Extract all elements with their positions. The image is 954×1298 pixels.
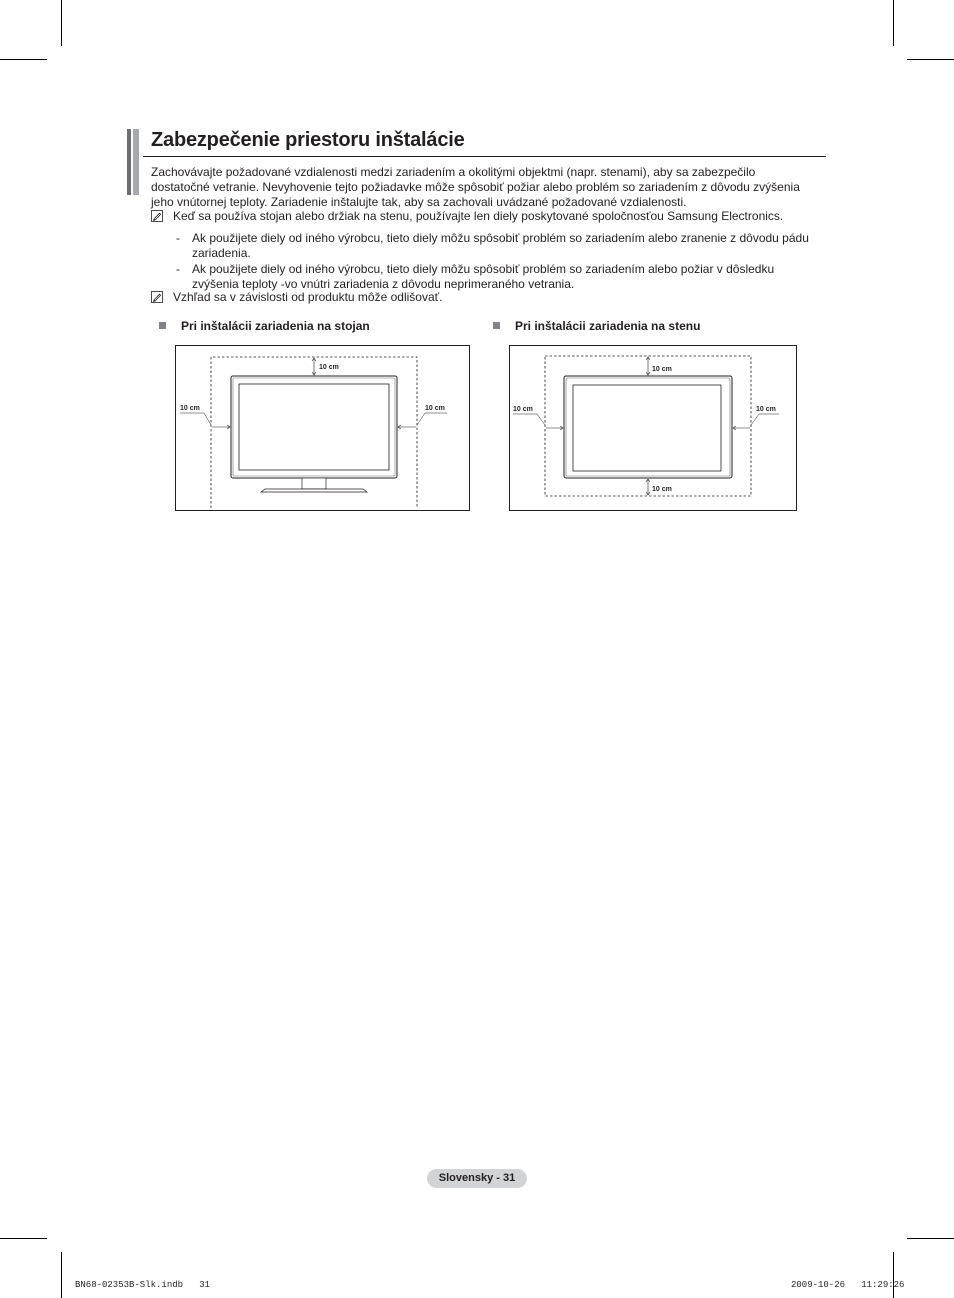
- top-clearance-label: 10 cm: [652, 366, 672, 373]
- dash-text: Ak použijete diely od iného výrobcu, tieto diely môžu spôsobiť problém so zariadením alebo požiar v dôsledku zvýšenia teploty -vo vnútri zariadenia z dôvodu neprimeraného vetrania.: [192, 262, 775, 291]
- dash-text: Ak použijete diely od iného výrobcu, tieto diely môžu spôsobiť problém so zariadením alebo zranenie z dôvodu pádu zariadenia.: [192, 231, 809, 260]
- crop-mark: [893, 0, 894, 46]
- page-number-badge: Slovensky - 31: [427, 1169, 527, 1188]
- dash-marker: -: [176, 262, 180, 276]
- right-clearance-label: 10 cm: [756, 406, 776, 413]
- crop-mark: [907, 1238, 954, 1239]
- square-bullet-icon: [159, 322, 166, 329]
- left-clearance-label: 10 cm: [513, 406, 533, 413]
- bottom-clearance-label: 10 cm: [652, 486, 672, 493]
- stand-clearance-diagram: [175, 345, 471, 512]
- note-text: Keď sa používa stojan alebo držiak na stenu, používajte len diely poskytované spoločnosťou Samsung Electronics.: [173, 209, 784, 223]
- right-clearance-label: 10 cm: [425, 405, 445, 412]
- dash-marker: -: [176, 231, 180, 245]
- crop-mark: [61, 0, 62, 46]
- intro-paragraph: Zachovávajte požadované vzdialenosti medzi zariadením a okolitými objektmi (napr. stenami), aby sa zabezpečilo dostatočné vetranie. Nevyhovenie tejto požiadavke môže spôsobiť požiar alebo problém so zariadením z dôvodu zvýšenia jeho vnútornej teploty. Zariadenie inštalujte tak, aby sa zachovali uvádzané požadované vzdialenosti.: [151, 165, 800, 209]
- page-title: Zabezpečenie priestoru inštalácie: [151, 129, 465, 151]
- crop-mark: [0, 1238, 47, 1239]
- note-text: Vzhľad sa v závislosti od produktu môže odlišovať.: [173, 290, 443, 304]
- crop-mark: [61, 1252, 62, 1298]
- square-bullet-icon: [493, 322, 500, 329]
- heading-rule: [143, 156, 826, 157]
- print-slug-right: 2009-10-26 11:29:26: [791, 1280, 905, 1290]
- top-clearance-label: 10 cm: [319, 364, 339, 371]
- note-pencil-icon: [151, 210, 163, 222]
- left-clearance-label: 10 cm: [180, 405, 200, 412]
- note-pencil-icon: [151, 291, 163, 303]
- heading-decoration: [127, 129, 139, 195]
- crop-mark: [893, 1252, 894, 1298]
- print-slug-left: BN68-02353B-Slk.indb 31: [75, 1280, 211, 1290]
- crop-mark: [0, 59, 47, 60]
- crop-mark: [907, 59, 954, 60]
- wall-clearance-diagram: [509, 345, 798, 512]
